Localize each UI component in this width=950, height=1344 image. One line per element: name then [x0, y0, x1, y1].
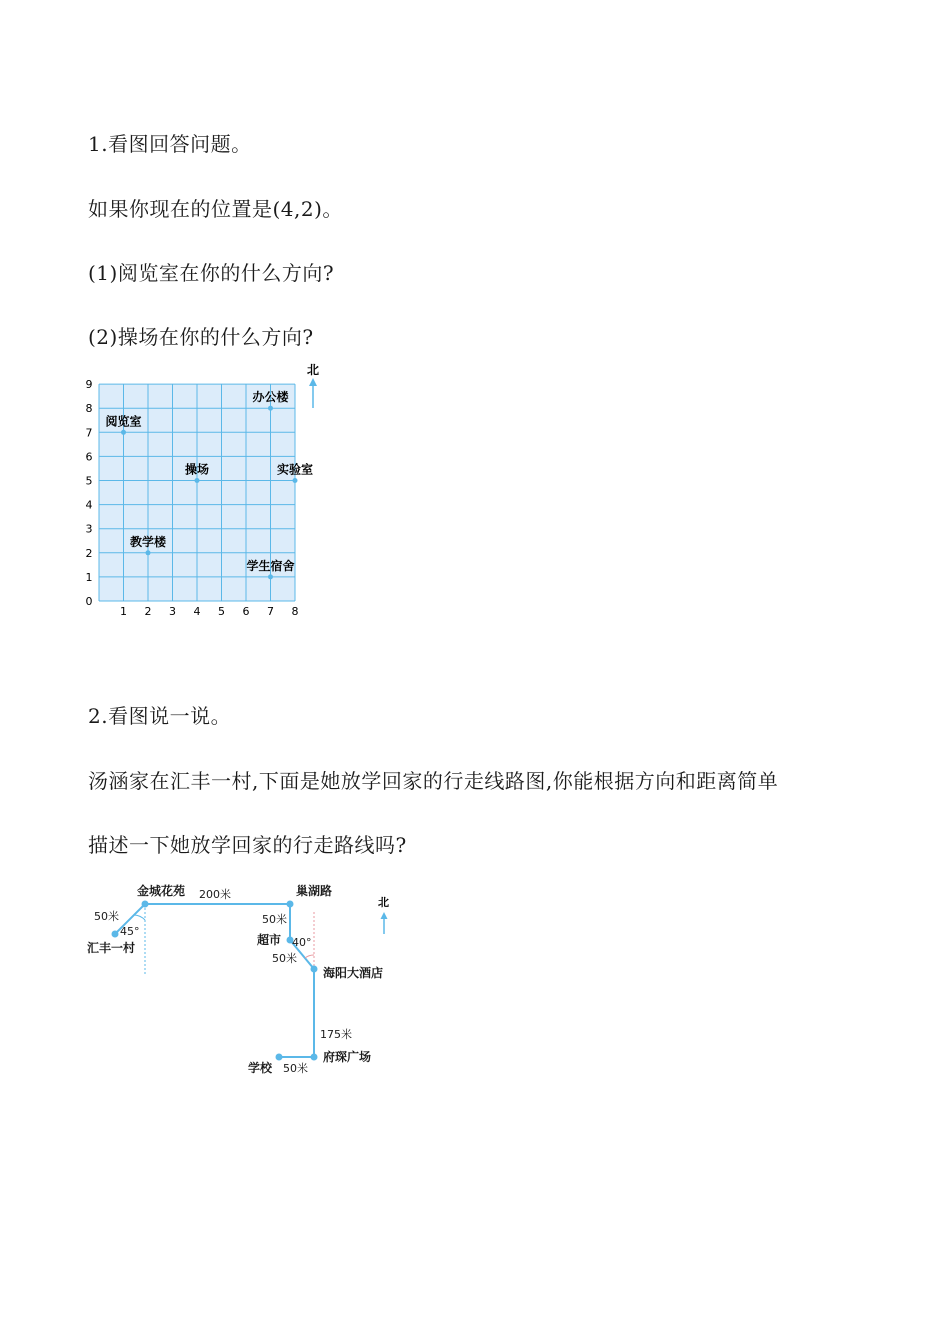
- label-school: 学校: [248, 1061, 273, 1075]
- point-haiyang: [311, 966, 318, 973]
- y-tick-label: 6: [85, 450, 93, 464]
- point-school: [276, 1054, 283, 1061]
- x-tick-label: 3: [169, 605, 176, 618]
- label-chaohu: 巢湖路: [296, 884, 333, 898]
- q2-title: 2.看图说一说。: [88, 704, 232, 728]
- place-label: 学生宿舍: [246, 558, 295, 573]
- point-huifeng: [112, 931, 119, 938]
- q1-sub1: (1)阅览室在你的什么方向?: [88, 261, 335, 285]
- y-tick-label: 2: [85, 546, 93, 560]
- y-tick-label: 4: [85, 498, 93, 512]
- y-tick-label: 9: [85, 378, 93, 392]
- north-label: 北: [307, 363, 320, 377]
- place-label: 阅览室: [105, 414, 142, 429]
- angle-arc-huifeng: [134, 915, 145, 920]
- x-tick-label: 5: [218, 605, 225, 618]
- y-tick-label: 1: [85, 570, 93, 584]
- grid-map: [70, 362, 340, 622]
- y-tick-label: 5: [85, 474, 93, 488]
- place-label: 操场: [184, 462, 210, 477]
- q1-position: 如果你现在的位置是(4,2)。: [88, 197, 343, 221]
- place-point: [268, 574, 273, 579]
- y-tick-label: 8: [85, 402, 93, 416]
- label-fuhuan: 府琛广场: [323, 1050, 372, 1064]
- route-map: [70, 876, 410, 1086]
- label-haiyang: 海阳大酒店: [323, 966, 384, 980]
- x-tick-label: 7: [267, 605, 274, 618]
- dist-chaohu-chaoshi: 50米: [262, 913, 287, 926]
- place-point: [293, 478, 298, 483]
- route-path: [115, 904, 314, 1057]
- place-label: 教学楼: [129, 534, 167, 549]
- point-chaohu: [287, 901, 294, 908]
- label-chaoshi: 超市: [257, 933, 282, 947]
- label-jincheng: 金城花苑: [137, 884, 186, 898]
- place-point: [146, 550, 151, 555]
- angle-arc-chaoshi: [305, 955, 314, 958]
- dist-haiyang-fuhuan: 175米: [320, 1028, 352, 1041]
- point-jincheng: [142, 901, 149, 908]
- y-tick-label: 0: [85, 595, 93, 608]
- dist-huifeng-jincheng: 50米: [94, 910, 119, 923]
- north-arrow-icon: [381, 912, 388, 934]
- angle-chaoshi: 40°: [292, 936, 312, 949]
- q2-desc1: 汤涵家在汇丰一村,下面是她放学回家的行走线路图,你能根据方向和距离简单: [88, 769, 779, 793]
- place-point: [268, 406, 273, 411]
- route-north-label: 北: [378, 896, 389, 909]
- x-tick-label: 6: [242, 605, 250, 618]
- x-tick-label: 1: [120, 605, 127, 618]
- angle-huifeng: 45°: [120, 925, 140, 938]
- y-tick-label: 3: [85, 522, 93, 536]
- place-point: [121, 430, 126, 435]
- q1-sub2: (2)操场在你的什么方向?: [88, 325, 314, 349]
- x-tick-label: 2: [144, 605, 152, 618]
- x-tick-label: 8: [291, 605, 299, 618]
- place-label: 办公楼: [252, 390, 289, 405]
- point-fuhuan: [311, 1054, 318, 1061]
- dist-school-fuhuan: 50米: [283, 1062, 308, 1075]
- north-arrow-icon: [309, 378, 317, 408]
- q1-title: 1.看图回答问题。: [88, 132, 252, 156]
- dist-chaoshi-haiyang: 50米: [272, 952, 297, 965]
- dist-jincheng-chaohu: 200米: [199, 888, 231, 901]
- place-point: [195, 478, 200, 483]
- x-tick-label: 4: [193, 605, 201, 618]
- y-tick-label: 7: [85, 426, 93, 440]
- place-label: 实验室: [276, 462, 314, 477]
- q2-desc2: 描述一下她放学回家的行走路线吗?: [88, 833, 407, 857]
- label-huifeng: 汇丰一村: [87, 941, 136, 955]
